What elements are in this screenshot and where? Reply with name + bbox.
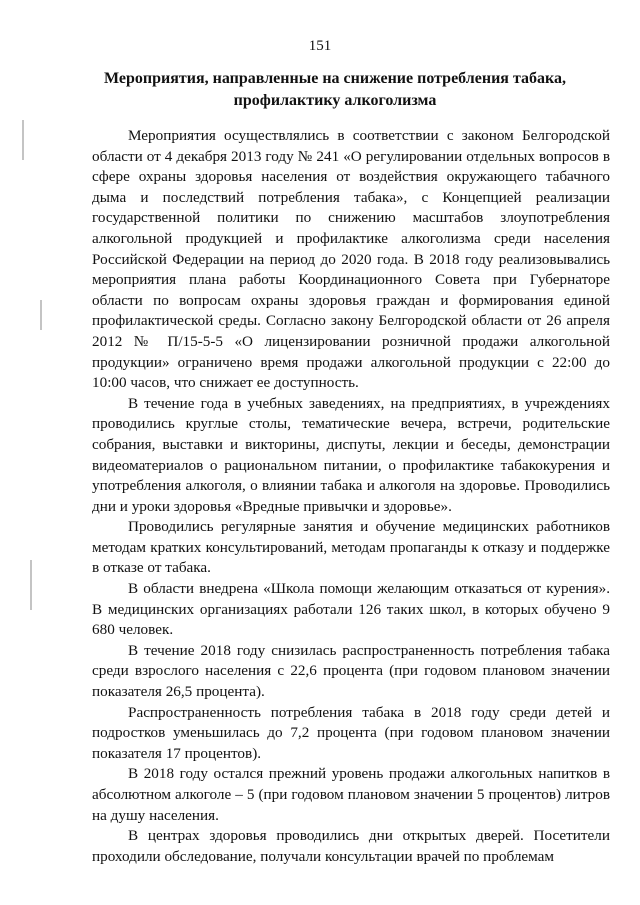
paragraph: Распространенность потребления табака в 2018 году среди детей и подростков уменьшилась до 7,2 процента (при годовом плановом значении показателя 17 процентов). bbox=[92, 703, 610, 762]
paragraph: В течение года в учебных заведениях, на предприятиях, в учреждениях проводились круглые столы, тематические вечера, встречи, родительские собрания, выставки и викторины, диспуты, лекции и беседы, демонстрации видеоматериалов о рациональном питании, о профилактике табакокурения и употребления алкоголя, о влиянии табака и алкоголя на здоровье. Проводились дни и уроки здоровья «Вредные привычки и здоровье». bbox=[92, 394, 610, 515]
paragraph: Мероприятия осуществлялись в соответствии с законом Белгородской области от 4 декабря 2013 году № 241 «О регулировании отдельных вопросов в сфере охраны здоровья населения от воздействия окружающего табачного дыма и последствий потребления табака», с Концепцией реализации государственной политики по снижению масштабов злоупотребления алкогольной продукцией и профилактике алкоголизма среди населения Российской Федерации на период до 2020 года. В 2018 году реализовывались мероприятия плана работы Координационного Совета при Губернаторе области по вопросам охраны здоровья граждан и формирования единой профилактической среды. Согласно закону Белгородской области от 26 апреля 2012 № П/15-5-5 «О лицензировании розничной продажи алкогольной продукции» ограничено время продажи алкогольной продукции с 22:00 до 10:00 часов, что снижает ее доступность. bbox=[92, 127, 610, 392]
scan-artifact bbox=[40, 300, 42, 330]
section-heading bbox=[100, 68, 570, 112]
scan-artifact bbox=[22, 120, 24, 160]
paragraph: В центрах здоровья проводились дни открытых дверей. Посетители проходили обследование, получали консультации врачей по проблемам bbox=[92, 827, 610, 865]
section-heading-line-2: профилактику алкоголизма bbox=[233, 92, 437, 109]
paragraph: Проводились регулярные занятия и обучение медицинских работников методам кратких консультирований, методам пропаганды к отказу и поддержке в отказе от табака. bbox=[92, 518, 610, 577]
paragraph: В области внедрена «Школа помощи желающим отказаться от курения». В медицинских организациях работали 126 таких школ, в которых обучено 9 680 человек. bbox=[92, 580, 610, 639]
page-number: 151 bbox=[308, 38, 332, 54]
scan-artifact bbox=[30, 560, 32, 610]
section-heading-line-1: Мероприятия, направленные на снижение потребления табака, bbox=[104, 70, 566, 87]
paragraph: В течение 2018 году снизилась распространенность потребления табака среди взрослого населения с 22,6 процента (при годовом плановом значении показателя 26,5 процента). bbox=[92, 641, 610, 701]
body-text bbox=[92, 126, 610, 867]
paragraph: В 2018 году остался прежний уровень продажи алкогольных напитков в абсолютном алкоголе – 5 (при годовом плановом значении 5 процентов) литров на душу населения. bbox=[92, 765, 610, 824]
